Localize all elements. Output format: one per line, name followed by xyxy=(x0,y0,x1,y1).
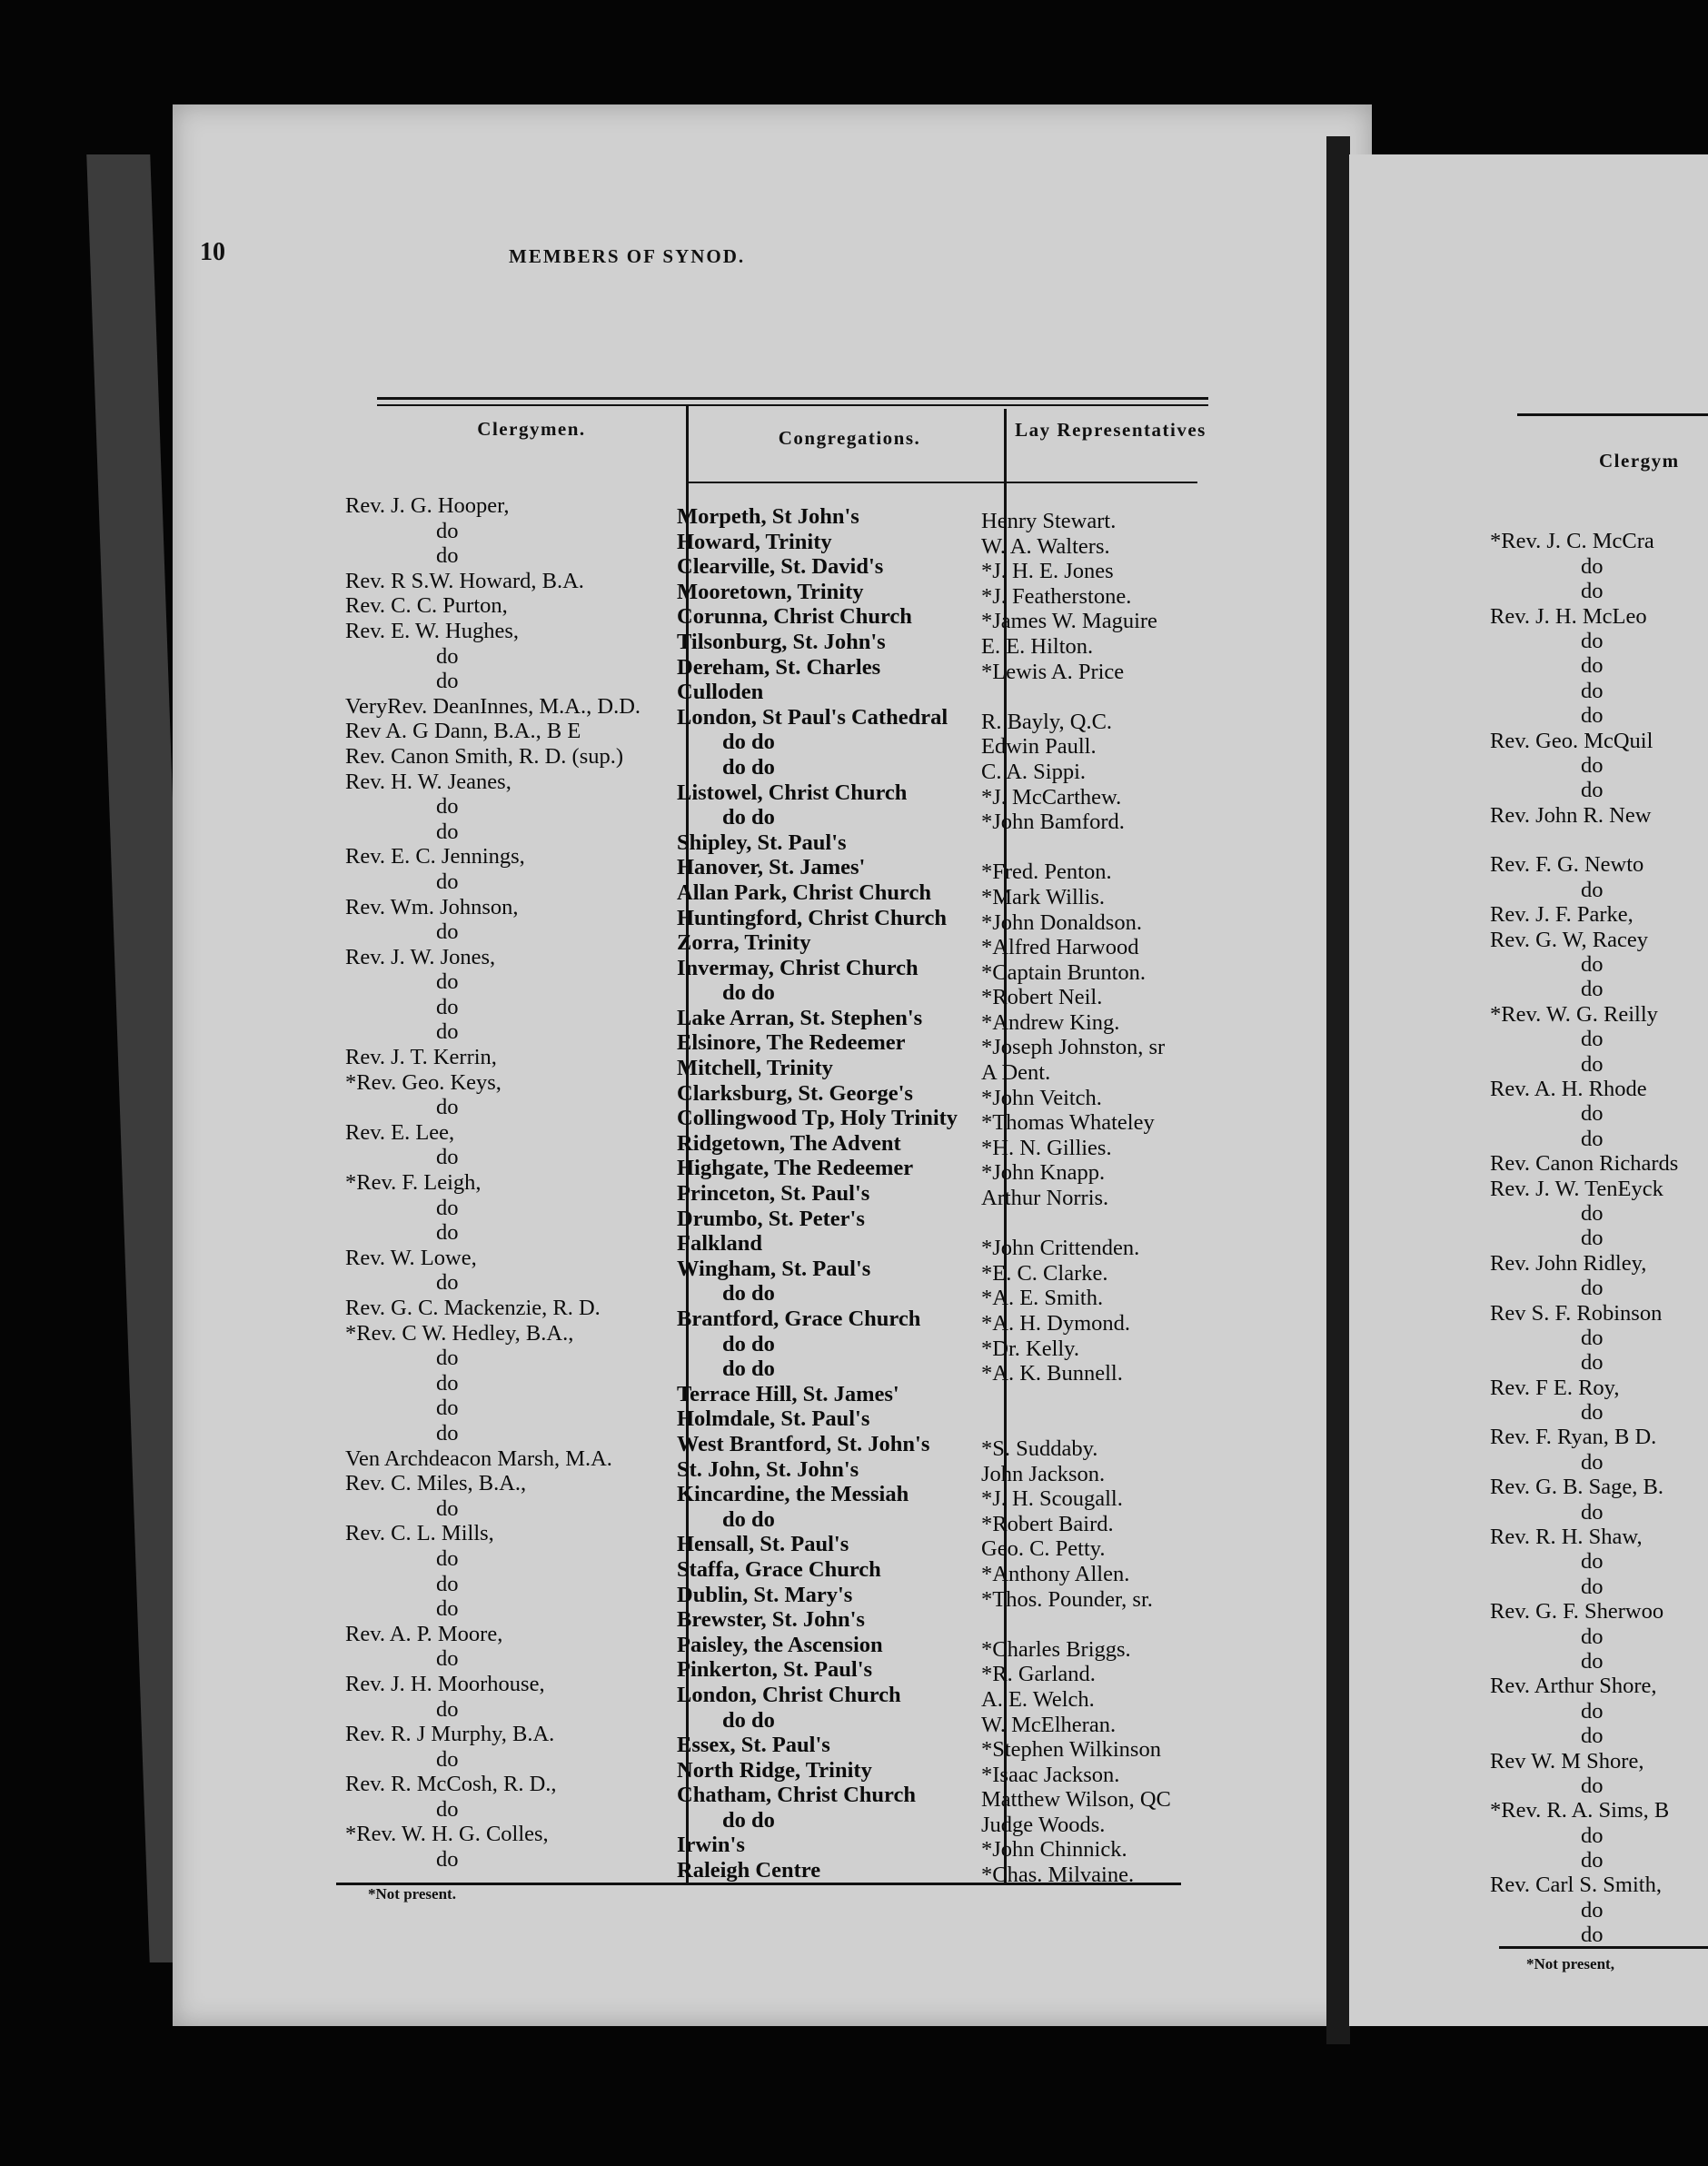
clergyman-entry: do xyxy=(436,1195,459,1220)
congregation-entry: do do xyxy=(722,754,775,780)
clergyman-entry: do xyxy=(436,1696,459,1722)
clergyman-entry: do xyxy=(436,1646,459,1672)
next-page-clergyman-entry: Rev. R. H. Shaw, xyxy=(1490,1525,1643,1550)
lay-head-rule xyxy=(1007,482,1197,483)
congregation-list xyxy=(677,504,1004,1883)
congregation-entry: Kincardine, the Messiah xyxy=(677,1482,909,1507)
congregation-entry: Hensall, St. Paul's xyxy=(677,1532,849,1557)
lay-representative-entry: *Stephen Wilkinson xyxy=(981,1737,1161,1763)
congregation-entry: Elsinore, The Redeemer xyxy=(677,1030,906,1056)
next-page-clergyman-entry: do xyxy=(1581,1350,1604,1376)
congregation-entry: do do xyxy=(722,805,775,830)
congregation-entry: do do xyxy=(722,1707,775,1733)
lay-representative-entry: *Fred. Penton. xyxy=(981,859,1112,885)
congregation-entry: London, St Paul's Cathedral xyxy=(677,704,948,730)
lay-representative-entry: *John Bamford. xyxy=(981,810,1125,835)
next-page-clergy-list xyxy=(1490,504,1708,1948)
lay-representative-entry: *J. McCarthew. xyxy=(981,784,1122,810)
clergyman-entry: do xyxy=(436,1746,459,1772)
lay-representative-entry xyxy=(981,684,1217,710)
clergyman-entry: do xyxy=(436,994,459,1019)
clergymen-column-head: Clergymen. xyxy=(477,418,586,440)
lay-representative-entry: *A. K. Bunnell. xyxy=(981,1361,1123,1386)
lay-representative-entry: Geo. C. Petty. xyxy=(981,1536,1106,1562)
next-page-clergyman-entry: *Rev. W. G. Reilly xyxy=(1490,1001,1658,1027)
congregation-entry: Morpeth, St John's xyxy=(677,504,859,529)
lay-representative-entry: *Thos. Pounder, sr. xyxy=(981,1586,1153,1612)
lay-representative-entry: *Andrew King. xyxy=(981,1009,1120,1035)
next-page-clergyman-entry: *Rev. J. C. McCra xyxy=(1490,529,1654,554)
next-page-clergyman-entry: do xyxy=(1581,752,1604,778)
lay-representative-entry: *John Knapp. xyxy=(981,1160,1106,1186)
lay-representative-entry: *Charles Briggs. xyxy=(981,1636,1131,1662)
next-page-clergyman-entry: do xyxy=(1581,778,1604,803)
lay-representative-entry xyxy=(981,835,1217,860)
clergyman-entry: do xyxy=(436,669,459,694)
next-page-rule xyxy=(1517,413,1708,416)
next-page-clergyman-entry: Rev. J. H. McLeo xyxy=(1490,603,1647,629)
next-page-clergyman-entry: do xyxy=(1581,1126,1604,1151)
congregation-entry: do do xyxy=(722,1331,775,1356)
congregation-entry: Invermay, Christ Church xyxy=(677,955,919,980)
clergyman-entry: do xyxy=(436,1495,459,1521)
lay-list xyxy=(981,509,1217,1888)
clergyman-entry: do xyxy=(436,869,459,894)
clergyman-entry: Rev. Canon Smith, R. D. (sup.) xyxy=(345,743,624,769)
clergyman-entry: do xyxy=(436,1370,459,1396)
clergyman-entry: Rev. H. W. Jeanes, xyxy=(345,769,511,794)
congregation-entry: Ridgetown, The Advent xyxy=(677,1130,901,1156)
clergyman-entry: do xyxy=(436,919,459,945)
lay-representative-entry: *Isaac Jackson. xyxy=(981,1762,1120,1787)
clergyman-entry: do xyxy=(436,819,459,844)
lay-representative-entry: *Dr. Kelly. xyxy=(981,1336,1079,1361)
congregation-entry: Staffa, Grace Church xyxy=(677,1556,881,1582)
next-page-clergyman-entry: do xyxy=(1581,1549,1604,1575)
clergyman-entry: do xyxy=(436,1596,459,1622)
lay-representative-entry: *Captain Brunton. xyxy=(981,959,1147,985)
next-page-clergyman-entry: do xyxy=(1581,1200,1604,1226)
next-page-clergyman-entry: do xyxy=(1581,1624,1604,1649)
lay-representative-entry: Arthur Norris. xyxy=(981,1186,1109,1211)
clergyman-entry: Rev. A. P. Moore, xyxy=(345,1621,503,1646)
clergyman-entry: do xyxy=(436,1571,459,1596)
lay-representative-entry xyxy=(981,1612,1217,1637)
next-page-clergyman-entry: do xyxy=(1581,703,1604,729)
next-page-clergyman-entry: do xyxy=(1581,1848,1604,1873)
clergyman-entry: do xyxy=(436,1019,459,1045)
clergyman-entry: Rev. G. C. Mackenzie, R. D. xyxy=(345,1296,601,1320)
clergyman-entry: *Rev. Geo. Keys, xyxy=(345,1069,501,1095)
congregation-entry: Brantford, Grace Church xyxy=(677,1307,921,1331)
clergyman-entry: Rev. E. W. Hughes, xyxy=(345,618,519,643)
next-page-clergyman-entry: Rev. F E. Roy, xyxy=(1490,1375,1620,1400)
clergyman-entry: do xyxy=(436,1145,459,1170)
congregations-column-head: Congregations. xyxy=(778,427,921,449)
next-page-clergyman-entry: do xyxy=(1581,1101,1604,1127)
clergyman-entry: do xyxy=(436,518,459,543)
clergyman-entry: Rev. J. G. Hooper, xyxy=(345,493,510,518)
next-page-clergyman-entry: do xyxy=(1581,977,1604,1002)
clergyman-entry: do xyxy=(436,1346,459,1371)
lay-representative-entry: *John Crittenden. xyxy=(981,1236,1140,1261)
congregation-entry: Zorra, Trinity xyxy=(677,930,811,956)
congregation-entry: Drumbo, St. Peter's xyxy=(677,1206,865,1231)
lay-representative-entry: *Joseph Johnston, sr xyxy=(981,1035,1166,1060)
congregation-entry: North Ridge, Trinity xyxy=(677,1757,872,1783)
next-page-clergyman-entry: do xyxy=(1581,1574,1604,1599)
next-page-clergyman-entry: do xyxy=(1581,1051,1604,1077)
next-page-clergyman-entry: do xyxy=(1581,1773,1604,1798)
next-page-clergyman-entry: do xyxy=(1581,553,1604,579)
clergyman-entry: Rev. W. Lowe, xyxy=(345,1245,477,1270)
congregation-entry: Clarksburg, St. George's xyxy=(677,1080,913,1106)
clergyman-entry: VeryRev. DeanInnes, M.A., D.D. xyxy=(345,693,641,719)
congregation-entry: Mooretown, Trinity xyxy=(677,579,864,604)
clergyman-entry: Rev. E. Lee, xyxy=(345,1119,455,1145)
next-page-clergyman-entry: Rev. John R. New xyxy=(1490,802,1652,828)
next-page-clergyman-entry: do xyxy=(1581,678,1604,703)
next-page-clergyman-entry: Rev S. F. Robinson xyxy=(1490,1300,1663,1326)
next-page-clergyman-entry: Rev. Geo. McQuil xyxy=(1490,728,1653,753)
next-page-clergyman-entry: Rev. J. W. TenEyck xyxy=(1490,1176,1663,1201)
next-page-clergyman-entry: do xyxy=(1581,1325,1604,1350)
congregation-entry: Culloden xyxy=(677,680,764,705)
clergyman-entry: Rev. E. C. Jennings, xyxy=(345,844,525,869)
congregation-entry: do do xyxy=(722,1281,775,1307)
lay-representative-entry: W. A. Walters. xyxy=(981,533,1110,559)
next-page-column-head: Clergym xyxy=(1599,450,1680,472)
clergyman-entry: Ven Archdeacon Marsh, M.A. xyxy=(345,1446,612,1471)
next-page-clergyman-entry: Rev. A. H. Rhode xyxy=(1490,1076,1647,1101)
lay-representative-entry: *Anthony Allen. xyxy=(981,1561,1130,1586)
clergyman-entry: Rev. C. Miles, B.A., xyxy=(345,1471,527,1496)
congregation-entry: do do xyxy=(722,1506,775,1532)
clergyman-entry: Rev. R. J Murphy, B.A. xyxy=(345,1722,555,1747)
congregation-entry: Tilsonburg, St. John's xyxy=(677,629,886,654)
congregation-entry: Howard, Trinity xyxy=(677,529,832,554)
congregation-entry: Lake Arran, St. Stephen's xyxy=(677,1005,923,1030)
clergyman-entry: Rev. R S.W. Howard, B.A. xyxy=(345,568,584,593)
congregation-entry: do do xyxy=(722,1807,775,1833)
congregation-entry: St. John, St. John's xyxy=(677,1456,859,1482)
congregation-entry: Chatham, Christ Church xyxy=(677,1783,916,1808)
lay-representative-entry: *John Veitch. xyxy=(981,1085,1102,1110)
congregation-entry: Wingham, St. Paul's xyxy=(677,1256,871,1281)
next-page-clergyman-entry: Rev. G. W, Racey xyxy=(1490,927,1648,952)
next-page-clergyman-entry: do xyxy=(1581,1923,1604,1948)
lay-representative-entry: A. E. Welch. xyxy=(981,1686,1095,1712)
next-page-clergyman-entry: do xyxy=(1581,877,1604,902)
congregation-entry: do do xyxy=(722,980,775,1006)
congregation-entry: do do xyxy=(722,1356,775,1382)
lay-representative-entry: Matthew Wilson, QC xyxy=(981,1787,1171,1813)
next-page-clergyman-entry: do xyxy=(1581,952,1604,978)
next-page-clergyman-entry: Rev. F. G. Newto xyxy=(1490,852,1644,878)
lay-representative-entry: Edwin Paull. xyxy=(981,734,1097,760)
lay-representative-entry: C. A. Sippi. xyxy=(981,759,1087,784)
lay-representative-entry: *Mark Willis. xyxy=(981,884,1106,909)
next-page-clergyman-entry: do xyxy=(1581,1648,1604,1674)
clergyman-entry: do xyxy=(436,1420,459,1446)
next-page-clergyman-entry: Rev W. M Shore, xyxy=(1490,1748,1644,1774)
congregation-entry: Shipley, St. Paul's xyxy=(677,830,847,855)
clergyman-entry: do xyxy=(436,1847,459,1873)
lay-representative-entry: *J. Featherstone. xyxy=(981,583,1132,609)
clergyman-entry: Rev. Wm. Johnson, xyxy=(345,894,519,919)
clergyman-entry: Rev. J. T. Kerrin, xyxy=(345,1045,497,1070)
lay-representative-entry: *Lewis A. Price xyxy=(981,659,1125,684)
lay-representative-entry: Henry Stewart. xyxy=(981,509,1117,533)
congregation-entry: Dereham, St. Charles xyxy=(677,654,881,680)
next-page-clergyman-entry: do xyxy=(1581,1724,1604,1749)
clergy-list xyxy=(345,493,686,1873)
lay-representative-entry: *Chas. Milvaine. xyxy=(981,1863,1135,1888)
clergyman-entry: Rev A. G Dann, B.A., B E xyxy=(345,719,581,744)
header-rule-top xyxy=(377,397,1208,400)
running-head: MEMBERS OF SYNOD. xyxy=(509,245,746,267)
congregation-entry: do do xyxy=(722,730,775,755)
lay-representative-entry: *James W. Maguire xyxy=(981,609,1157,634)
lay-representative-entry: Judge Woods. xyxy=(981,1812,1106,1837)
lay-representative-entry: *John Chinnick. xyxy=(981,1837,1127,1863)
next-page-clergyman-entry xyxy=(1490,504,1708,529)
next-page-clergyman-entry: Rev. John Ridley, xyxy=(1490,1250,1647,1276)
clergyman-entry: do xyxy=(436,543,459,569)
clergyman-entry: do xyxy=(436,1796,459,1822)
clergyman-entry: do xyxy=(436,794,459,820)
congregation-entry: Allan Park, Christ Church xyxy=(677,879,931,905)
next-page-clergyman-entry: do xyxy=(1581,1897,1604,1923)
lay-representative-entry xyxy=(981,1411,1217,1436)
congregation-entry: Listowel, Christ Church xyxy=(677,780,908,805)
clergyman-entry: *Rev. C W. Hedley, B.A., xyxy=(345,1320,574,1346)
next-page-clergyman-entry: Rev. F. Ryan, B D. xyxy=(1490,1425,1657,1450)
lay-representative-entry: *John Donaldson. xyxy=(981,909,1142,935)
congregation-entry: Hanover, St. James' xyxy=(677,855,866,880)
lay-representative-entry: *R. Garland. xyxy=(981,1662,1096,1687)
next-page-clergyman-entry: Rev. G. F. Sherwoo xyxy=(1490,1599,1664,1624)
next-page-clergyman-entry: Rev. Carl S. Smith, xyxy=(1490,1873,1662,1898)
lay-column-head: Lay Representatives xyxy=(1015,419,1207,441)
congregation-entry: Dublin, St. Mary's xyxy=(677,1582,853,1607)
lay-representative-entry: *A. E. Smith. xyxy=(981,1286,1104,1311)
lay-representative-entry: *Robert Baird. xyxy=(981,1511,1114,1536)
congregation-entry: Raleigh Centre xyxy=(677,1858,821,1883)
lay-representative-entry: R. Bayly, Q.C. xyxy=(981,709,1113,734)
lay-representative-entry: A Dent. xyxy=(981,1060,1051,1086)
clergyman-entry: *Rev. W. H. G. Colles, xyxy=(345,1822,549,1847)
clergyman-entry: do xyxy=(436,969,459,995)
clergyman-entry: Rev. J. H. Moorhouse, xyxy=(345,1671,545,1696)
congregation-entry: London, Christ Church xyxy=(677,1682,901,1707)
clergyman-entry: do xyxy=(436,1270,459,1296)
lay-representative-entry: *Alfred Harwood xyxy=(981,935,1139,960)
congregation-entry: Collingwood Tp, Holy Trinity xyxy=(677,1106,958,1131)
lay-representative-entry: *Robert Neil. xyxy=(981,985,1103,1010)
congregation-entry: West Brantford, St. John's xyxy=(677,1431,930,1456)
next-page-clergyman-entry xyxy=(1490,828,1708,852)
lay-representative-entry: *Thomas Whateley xyxy=(981,1110,1155,1136)
header-rule-second xyxy=(377,404,1208,406)
clergyman-entry: do xyxy=(436,1396,459,1421)
lay-representative-entry: *S. Suddaby. xyxy=(981,1436,1098,1461)
congregation-entry: Terrace Hill, St. James' xyxy=(677,1381,899,1406)
congregation-entry: Falkland xyxy=(677,1231,762,1257)
lay-representative-entry: *H. N. Gillies. xyxy=(981,1135,1112,1160)
congregations-head-rule xyxy=(686,482,1004,483)
next-page-clergyman-entry: do xyxy=(1581,628,1604,653)
book-gutter xyxy=(1326,136,1350,2044)
clergyman-entry: *Rev. F. Leigh, xyxy=(345,1170,482,1196)
congregation-entry: Irwin's xyxy=(677,1833,745,1858)
next-page-clergyman-entry: do xyxy=(1581,1276,1604,1301)
congregation-entry: Clearville, St. David's xyxy=(677,554,884,580)
next-page-clergyman-entry: do xyxy=(1581,1027,1604,1052)
next-page-clergyman-entry: *Rev. R. A. Sims, B xyxy=(1490,1798,1670,1823)
congregation-entry: Holmdale, St. Paul's xyxy=(677,1406,870,1432)
congregation-entry: Paisley, the Ascension xyxy=(677,1632,883,1657)
clergyman-entry: Rev. R. McCosh, R. D., xyxy=(345,1772,557,1797)
clergyman-entry: Rev. C. C. Purton, xyxy=(345,593,508,619)
next-page-clergyman-entry: do xyxy=(1581,1499,1604,1525)
lay-representative-entry: W. McElheran. xyxy=(981,1712,1117,1737)
clergyman-entry: do xyxy=(436,1220,459,1246)
lay-representative-entry xyxy=(981,1386,1217,1412)
footnote: *Not present. xyxy=(368,1885,456,1903)
page-number: 10 xyxy=(200,238,225,266)
clergyman-entry: Rev. J. W. Jones, xyxy=(345,944,496,969)
congregation-entry: Princeton, St. Paul's xyxy=(677,1181,870,1207)
next-page-clergyman-entry: do xyxy=(1581,1400,1604,1426)
congregation-entry: Highgate, The Redeemer xyxy=(677,1156,914,1181)
next-page-clergyman-entry: do xyxy=(1581,579,1604,604)
congregation-entry: Essex, St. Paul's xyxy=(677,1733,830,1758)
lay-representative-entry: *A. H. Dymond. xyxy=(981,1311,1131,1336)
clergyman-entry: do xyxy=(436,1545,459,1571)
congregation-entry: Pinkerton, St. Paul's xyxy=(677,1657,873,1683)
next-page-clergyman-entry: Rev. Arthur Shore, xyxy=(1490,1674,1657,1699)
next-page-clergyman-entry: do xyxy=(1581,1226,1604,1251)
next-page-clergyman-entry: do xyxy=(1581,653,1604,679)
next-page-clergyman-entry: Rev. G. B. Sage, B. xyxy=(1490,1475,1663,1500)
next-page-clergyman-entry: Rev. J. F. Parke, xyxy=(1490,902,1634,928)
lay-representative-entry xyxy=(981,1211,1217,1237)
congregation-entry: Brewster, St. John's xyxy=(677,1607,865,1633)
clergyman-entry: do xyxy=(436,643,459,669)
congregation-entry: Huntingford, Christ Church xyxy=(677,905,948,930)
next-page-clergyman-entry: do xyxy=(1581,1449,1604,1475)
lay-representative-entry: *J. H. Scougall. xyxy=(981,1486,1123,1512)
congregation-entry: Corunna, Christ Church xyxy=(677,604,912,630)
next-page-clergyman-entry: do xyxy=(1581,1698,1604,1724)
next-page-footnote: *Not present, xyxy=(1526,1955,1614,1972)
lay-representative-entry: E. E. Hilton. xyxy=(981,633,1094,659)
lay-representative-entry: *J. H. E. Jones xyxy=(981,559,1114,584)
clergyman-entry: do xyxy=(436,1095,459,1120)
clergyman-entry: Rev. C. L. Mills, xyxy=(345,1521,494,1546)
lay-representative-entry: *E. C. Clarke. xyxy=(981,1260,1108,1286)
next-page-clergyman-entry: Rev. Canon Richards xyxy=(1490,1151,1679,1177)
next-page-clergyman-entry: do xyxy=(1581,1823,1604,1848)
lay-representative-entry: John Jackson. xyxy=(981,1461,1106,1486)
congregation-entry: Mitchell, Trinity xyxy=(677,1056,833,1081)
